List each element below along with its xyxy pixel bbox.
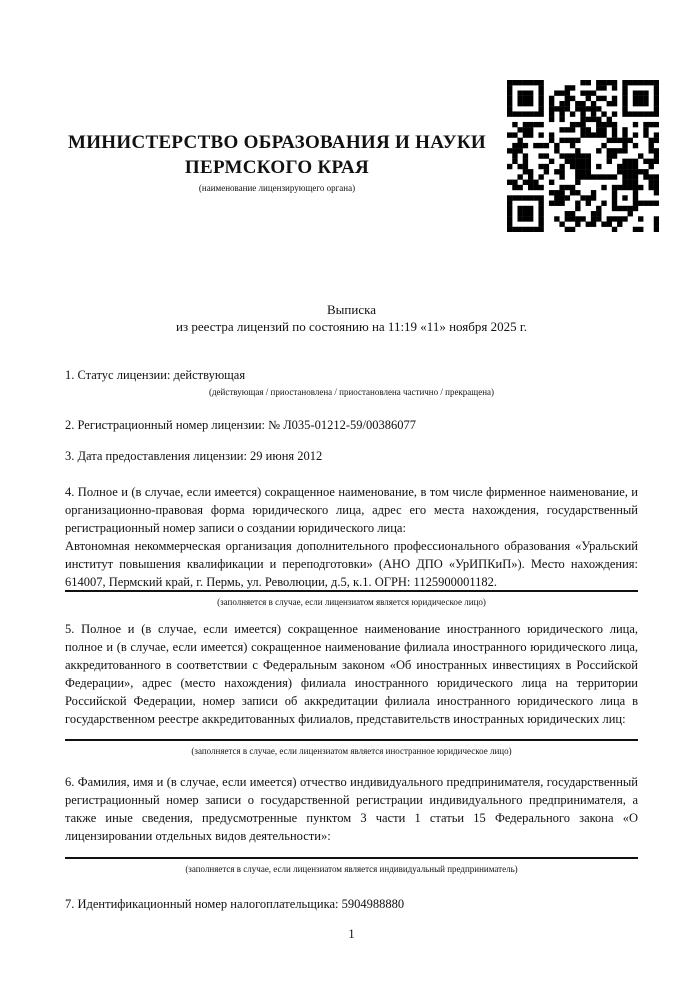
document-title: Выписка <box>327 302 376 317</box>
license-status-text: 1. Статус лицензии: действующая <box>65 368 246 382</box>
individual-entrepreneur-caption: (заполняется в случае, если лицензиатом является индивидуальный предприниматель) <box>65 857 638 875</box>
page-number: 1 <box>348 927 355 941</box>
section-license-status <box>65 366 638 384</box>
qr-code <box>507 80 659 232</box>
legal-entity-value: Автономная некоммерческая организация дополнительного профессионального образования «Уральский институт повышения квалификации и переподготовки» (АНО ДПО «УрИПКиП»). Место нахождения: 614007, Пермский край, г. Пермь, ул. Революции, д.5, к.1. ОГРН: 1125900001182. <box>65 539 638 589</box>
section-foreign-entity <box>65 620 638 728</box>
ministry-name-line1: МИНИСТЕРСТВО ОБРАЗОВАНИЯ И НАУКИ <box>67 132 487 153</box>
section-registration-number <box>65 416 638 434</box>
individual-entrepreneur-label: 6. Фамилия, имя и (в случае, если имеется) отчество индивидуального предпринимателя, государственный регистрационный номер записи о государственной регистрации индивидуального предпринимателя, а также иные сведения, предусмотренные пунктом 3 части 1 статьи 15 Федерального закона «О лицензировании отдельных видов деятельности»: <box>65 775 638 843</box>
legal-entity-label: 4. Полное и (в случае, если имеется) сокращенное наименование, в том числе фирменное наименование, и организационно-правовая форма юридического лица, адрес его места нахождения, государственный регистрационный номер записи о создании юридического лица: <box>65 485 638 535</box>
document-subtitle: из реестра лицензий по состоянию на 11:19 «11» ноября 2025 г. <box>176 318 527 334</box>
section-legal-entity <box>65 483 638 591</box>
foreign-entity-label: 5. Полное и (в случае, если имеется) сокращенное наименование иностранного юридического лица, полное и (в случае, если имеется) сокращенное наименование филиала иностранного юридического лица, аккредитованного в соответствии с Федеральным законом «Об иностранных инвестициях в Российской Федерации», адрес (место нахождения) филиала иностранного юридического лица на территории Российской Федерации, номер записи об аккредитации филиала иностранного юридического лица в государственном реестре аккредитованных филиалов, представительств иностранных юридических лиц: <box>65 622 638 726</box>
section-license-date <box>65 447 638 465</box>
document-title-block <box>65 302 638 335</box>
section-individual-entrepreneur <box>65 773 638 845</box>
licensing-authority-header <box>62 130 492 195</box>
license-date-text: 3. Дата предоставления лицензии: 29 июня 2012 <box>65 449 323 463</box>
registration-number-text: 2. Регистрационный номер лицензии: № Л035-01212-59/00386077 <box>65 418 416 432</box>
section-taxpayer-id <box>65 895 638 913</box>
foreign-entity-caption: (заполняется в случае, если лицензиатом является иностранное юридическое лицо) <box>65 739 638 757</box>
license-status-caption: (действующая / приостановлена / приостановлена частично / прекращена) <box>208 387 495 397</box>
taxpayer-id-text: 7. Идентификационный номер налогоплательщика: 5904988880 <box>65 897 405 911</box>
ministry-name-line2: ПЕРМСКОГО КРАЯ <box>184 157 370 178</box>
ministry-name-caption: (наименование лицензирующего органа) <box>198 183 356 193</box>
legal-entity-caption: (заполняется в случае, если лицензиатом является юридическое лицо) <box>65 590 638 608</box>
